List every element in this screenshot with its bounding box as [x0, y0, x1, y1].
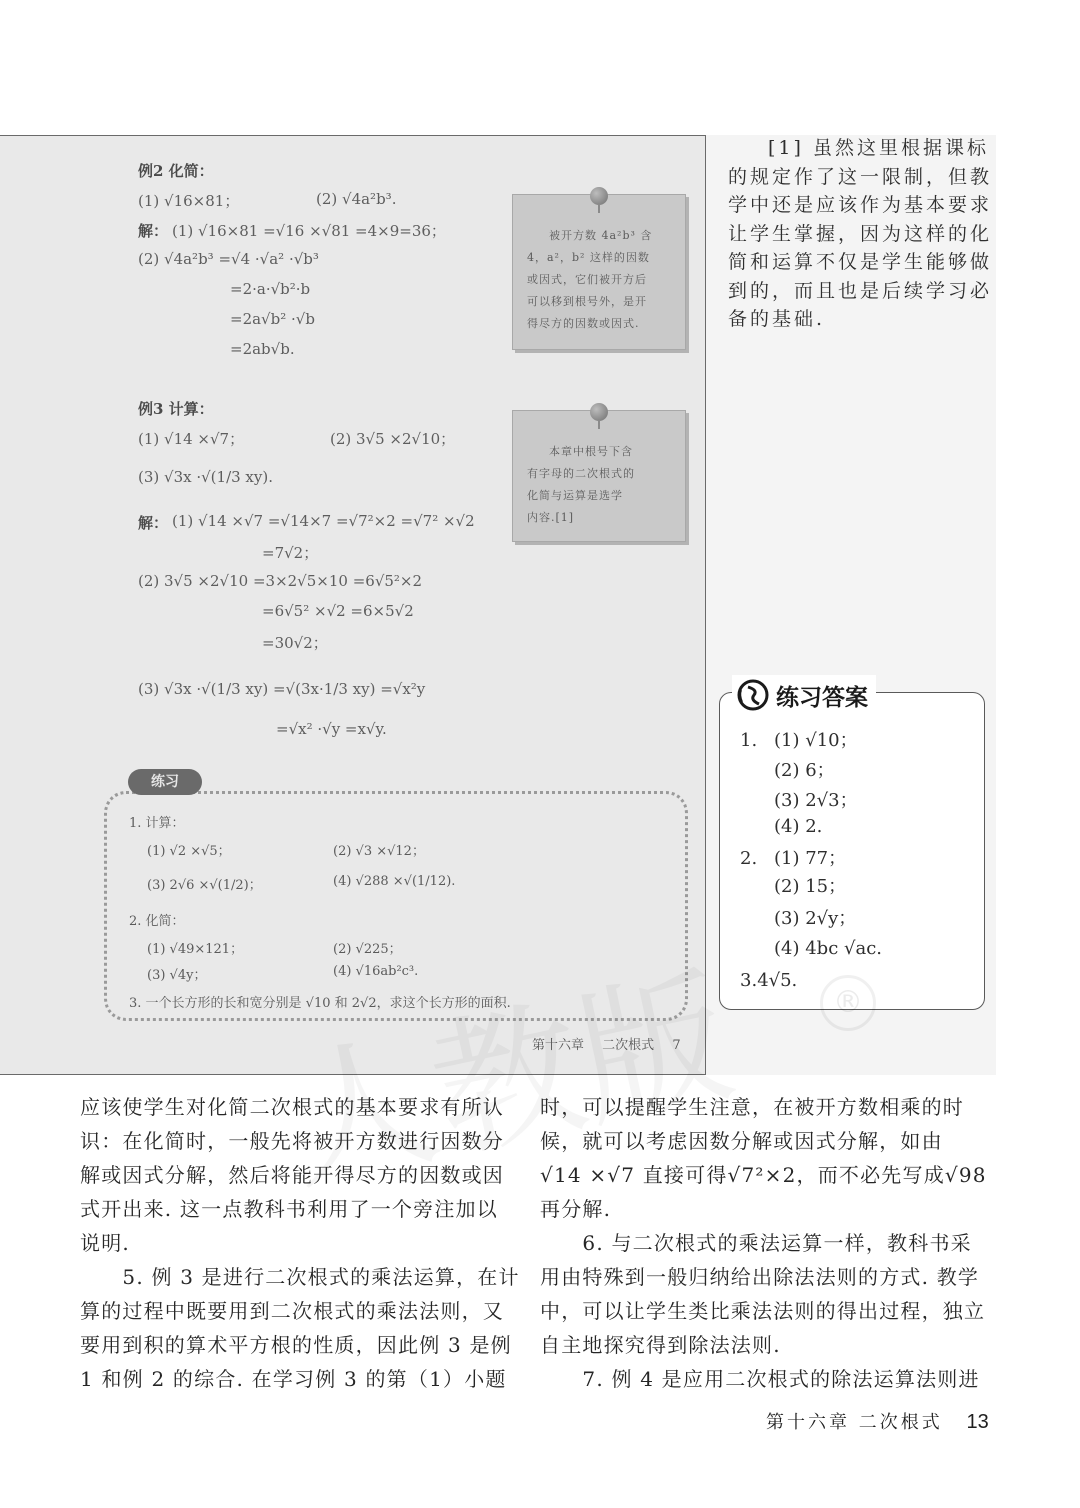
practice-item: (2) √3 ×√12；	[333, 844, 425, 859]
example3-solution-line: =30√2；	[262, 634, 328, 652]
margin-note-2	[512, 410, 686, 542]
answer-item	[740, 756, 835, 782]
practice-item: (4) √16ab²c³.	[333, 964, 419, 979]
note-line: 或因式，它们被开方后	[527, 273, 647, 286]
example3-problem: (3) √3x ·√(1/3 xy).	[138, 468, 273, 486]
textbook-chapter: 第十六章	[532, 1038, 585, 1053]
side-note-line: 到的，而且也是后续学习必	[728, 279, 993, 302]
body-line: 7. 例 4 是应用二次根式的除法运算法则进	[540, 1367, 980, 1391]
practice-item: (1) √2 ×√5；	[147, 844, 231, 859]
example3-solution-line: (1) √14 ×√7 =√14×7 =√7²×2 =√7² ×√2	[172, 512, 475, 530]
body-line: 式开出来. 这一点教科书利用了一个旁注加以	[80, 1197, 498, 1221]
body-line: 解或因式分解，然后将能开得尽方的因数或因	[80, 1163, 504, 1187]
registered-mark-icon: ®	[820, 975, 876, 1031]
answer-text: (1) 77；	[774, 848, 847, 869]
example2-solution-line: (2) √4a²b³ =√4 ·√a² ·√b³	[138, 250, 319, 268]
side-note-line: [1] 虽然这里根据课标	[768, 137, 989, 159]
example3-title: 例3 计算：	[138, 400, 214, 418]
answer-item	[740, 726, 858, 752]
answer-item	[740, 872, 846, 898]
body-line: 用由特殊到一般归纳给出除法法则的方式. 教学	[540, 1265, 980, 1289]
example3-solution-line: =√x² ·√y =x√y.	[276, 720, 387, 738]
answer-text: (4) 2.	[774, 816, 823, 837]
example3-solution-line: =6√5² ×√2 =6×5√2	[262, 602, 414, 620]
answer-item	[740, 970, 797, 991]
practice-item: (4) √288 ×√(1/12).	[333, 874, 456, 889]
example2-solution-line: =2·a·√b²·b	[230, 280, 311, 298]
side-note	[728, 134, 993, 334]
textbook-chapter-title: 二次根式	[602, 1038, 655, 1053]
answers-logo-icon	[736, 678, 770, 712]
example3-solution-label: 解：	[138, 514, 169, 532]
practice-item: (3) 2√6 ×√(1/2)；	[147, 878, 262, 893]
practice-item: (3) √4y；	[147, 968, 207, 983]
side-note-line: 让学生掌握，因为这样的化	[728, 222, 993, 245]
body-line: 再分解.	[540, 1197, 612, 1221]
example3-solution-line: =7√2；	[262, 544, 319, 562]
body-line: 自主地探究得到除法法则.	[540, 1333, 781, 1357]
body-line: 时，可以提醒学生注意，在被开方数相乘的时	[540, 1095, 964, 1119]
body-line: 中，可以让学生类比乘法法则的得出过程，独立	[540, 1299, 986, 1323]
example2-solution-line: =2a√b² ·√b	[230, 310, 315, 328]
practice-item: (1) √49×121；	[147, 942, 244, 957]
example2-solution-line: (1) √16×81 =√16 ×√81 =4×9=36；	[172, 222, 446, 240]
pushpin-icon	[590, 403, 608, 421]
answers-title: 练习答案	[776, 684, 868, 711]
answer-text: (1) √10；	[774, 730, 858, 751]
answer-number: 2.	[740, 848, 758, 869]
answer-text: (3) 2√y；	[774, 908, 857, 929]
body-column-right	[540, 1090, 987, 1396]
note-line: 得尽方的因数或因式.	[527, 317, 640, 330]
note-line: 被开方数 4a²b³ 含	[549, 229, 653, 242]
body-line: 应该使学生对化简二次根式的基本要求有所认	[80, 1095, 504, 1119]
side-note-line: 备的基础.	[728, 308, 826, 330]
note-line: 4，a²，b² 这样的因数	[527, 251, 650, 264]
note-line: 可以移到根号外，是开	[527, 295, 647, 308]
note-line: 内容.[1]	[527, 511, 575, 524]
textbook-page-image	[0, 135, 706, 1075]
body-line: 说明.	[80, 1231, 130, 1255]
answer-item	[740, 786, 858, 812]
textbook-page-number: 7	[672, 1038, 681, 1053]
answer-item	[740, 844, 846, 870]
example3-solution-line: (2) 3√5 ×2√10 =3×2√5×10 =6√5²×2	[138, 572, 423, 590]
body-line: 候，就可以考虑因数分解或因式分解，如由	[540, 1129, 943, 1153]
answer-number: 1.	[740, 730, 758, 751]
answer-item	[740, 816, 822, 837]
side-note-line: 简和运算不仅是学生能够做	[728, 251, 993, 273]
body-line: 算的过程中既要用到二次根式的乘法法则，又	[80, 1299, 504, 1323]
example2-problem: (2) √4a²b³.	[316, 190, 397, 208]
body-column-left	[80, 1090, 520, 1396]
practice-item: (2) √225；	[333, 942, 402, 957]
body-line: √14 ×√7 直接可得√7²×2，而不必先写成√98	[540, 1163, 987, 1187]
answer-item	[740, 904, 856, 930]
pushpin-icon	[590, 187, 608, 205]
example3-problem: (1) √14 ×√7；	[138, 430, 245, 448]
body-line: 6. 与二次根式的乘法运算一样，教科书采	[540, 1231, 972, 1255]
practice-label: 练习	[128, 769, 202, 795]
answer-text: 4√5.	[757, 970, 798, 991]
chapter-title: 第十六章 二次根式	[766, 1412, 943, 1433]
note-line: 化简与运算是选学	[527, 489, 623, 502]
example2-solution-label: 解：	[138, 222, 169, 240]
body-line: 识：在化简时，一般先将被开方数进行因数分	[80, 1129, 504, 1153]
answer-text: (2) 6；	[774, 760, 835, 781]
practice-question: 1. 计算：	[129, 816, 185, 831]
example2-problem: (1) √16×81；	[138, 192, 240, 210]
answers-header	[732, 675, 876, 715]
practice-question: 3. 一个长方形的长和宽分别是 √10 和 2√2，求这个长方形的面积.	[129, 996, 511, 1011]
answer-text: (4) 4bc √ac.	[774, 938, 882, 959]
example2-solution-line: =2ab√b.	[230, 340, 295, 358]
side-note-line: 学中还是应该作为基本要求	[728, 194, 993, 216]
margin-note-1	[512, 194, 686, 350]
answer-text: (2) 15；	[774, 876, 847, 897]
body-line: 要用到积的算术平方根的性质，因此例 3 是例	[80, 1333, 512, 1357]
body-line: 5. 例 3 是进行二次根式的乘法运算，在计	[80, 1265, 520, 1289]
note-line: 有字母的二次根式的	[527, 467, 635, 480]
example3-problem: (2) 3√5 ×2√10；	[330, 430, 456, 448]
answer-number: 3.	[740, 970, 758, 991]
page-footer	[766, 1408, 989, 1434]
note-line: 本章中根号下含	[549, 445, 633, 458]
page-number: 13	[966, 1411, 989, 1433]
body-line: 1 和例 2 的综合. 在学习例 3 的第（1）小题	[80, 1367, 507, 1391]
answer-item	[740, 938, 882, 959]
practice-question: 2. 化简：	[129, 914, 185, 929]
answer-text: (3) 2√3；	[774, 790, 858, 811]
example3-solution-line: (3) √3x ·√(1/3 xy) =√(3x·1/3 xy) =√x²y	[138, 680, 426, 698]
example2-title: 例2 化简：	[138, 162, 214, 180]
side-note-line: 的规定作了这一限制，但教	[728, 165, 993, 188]
